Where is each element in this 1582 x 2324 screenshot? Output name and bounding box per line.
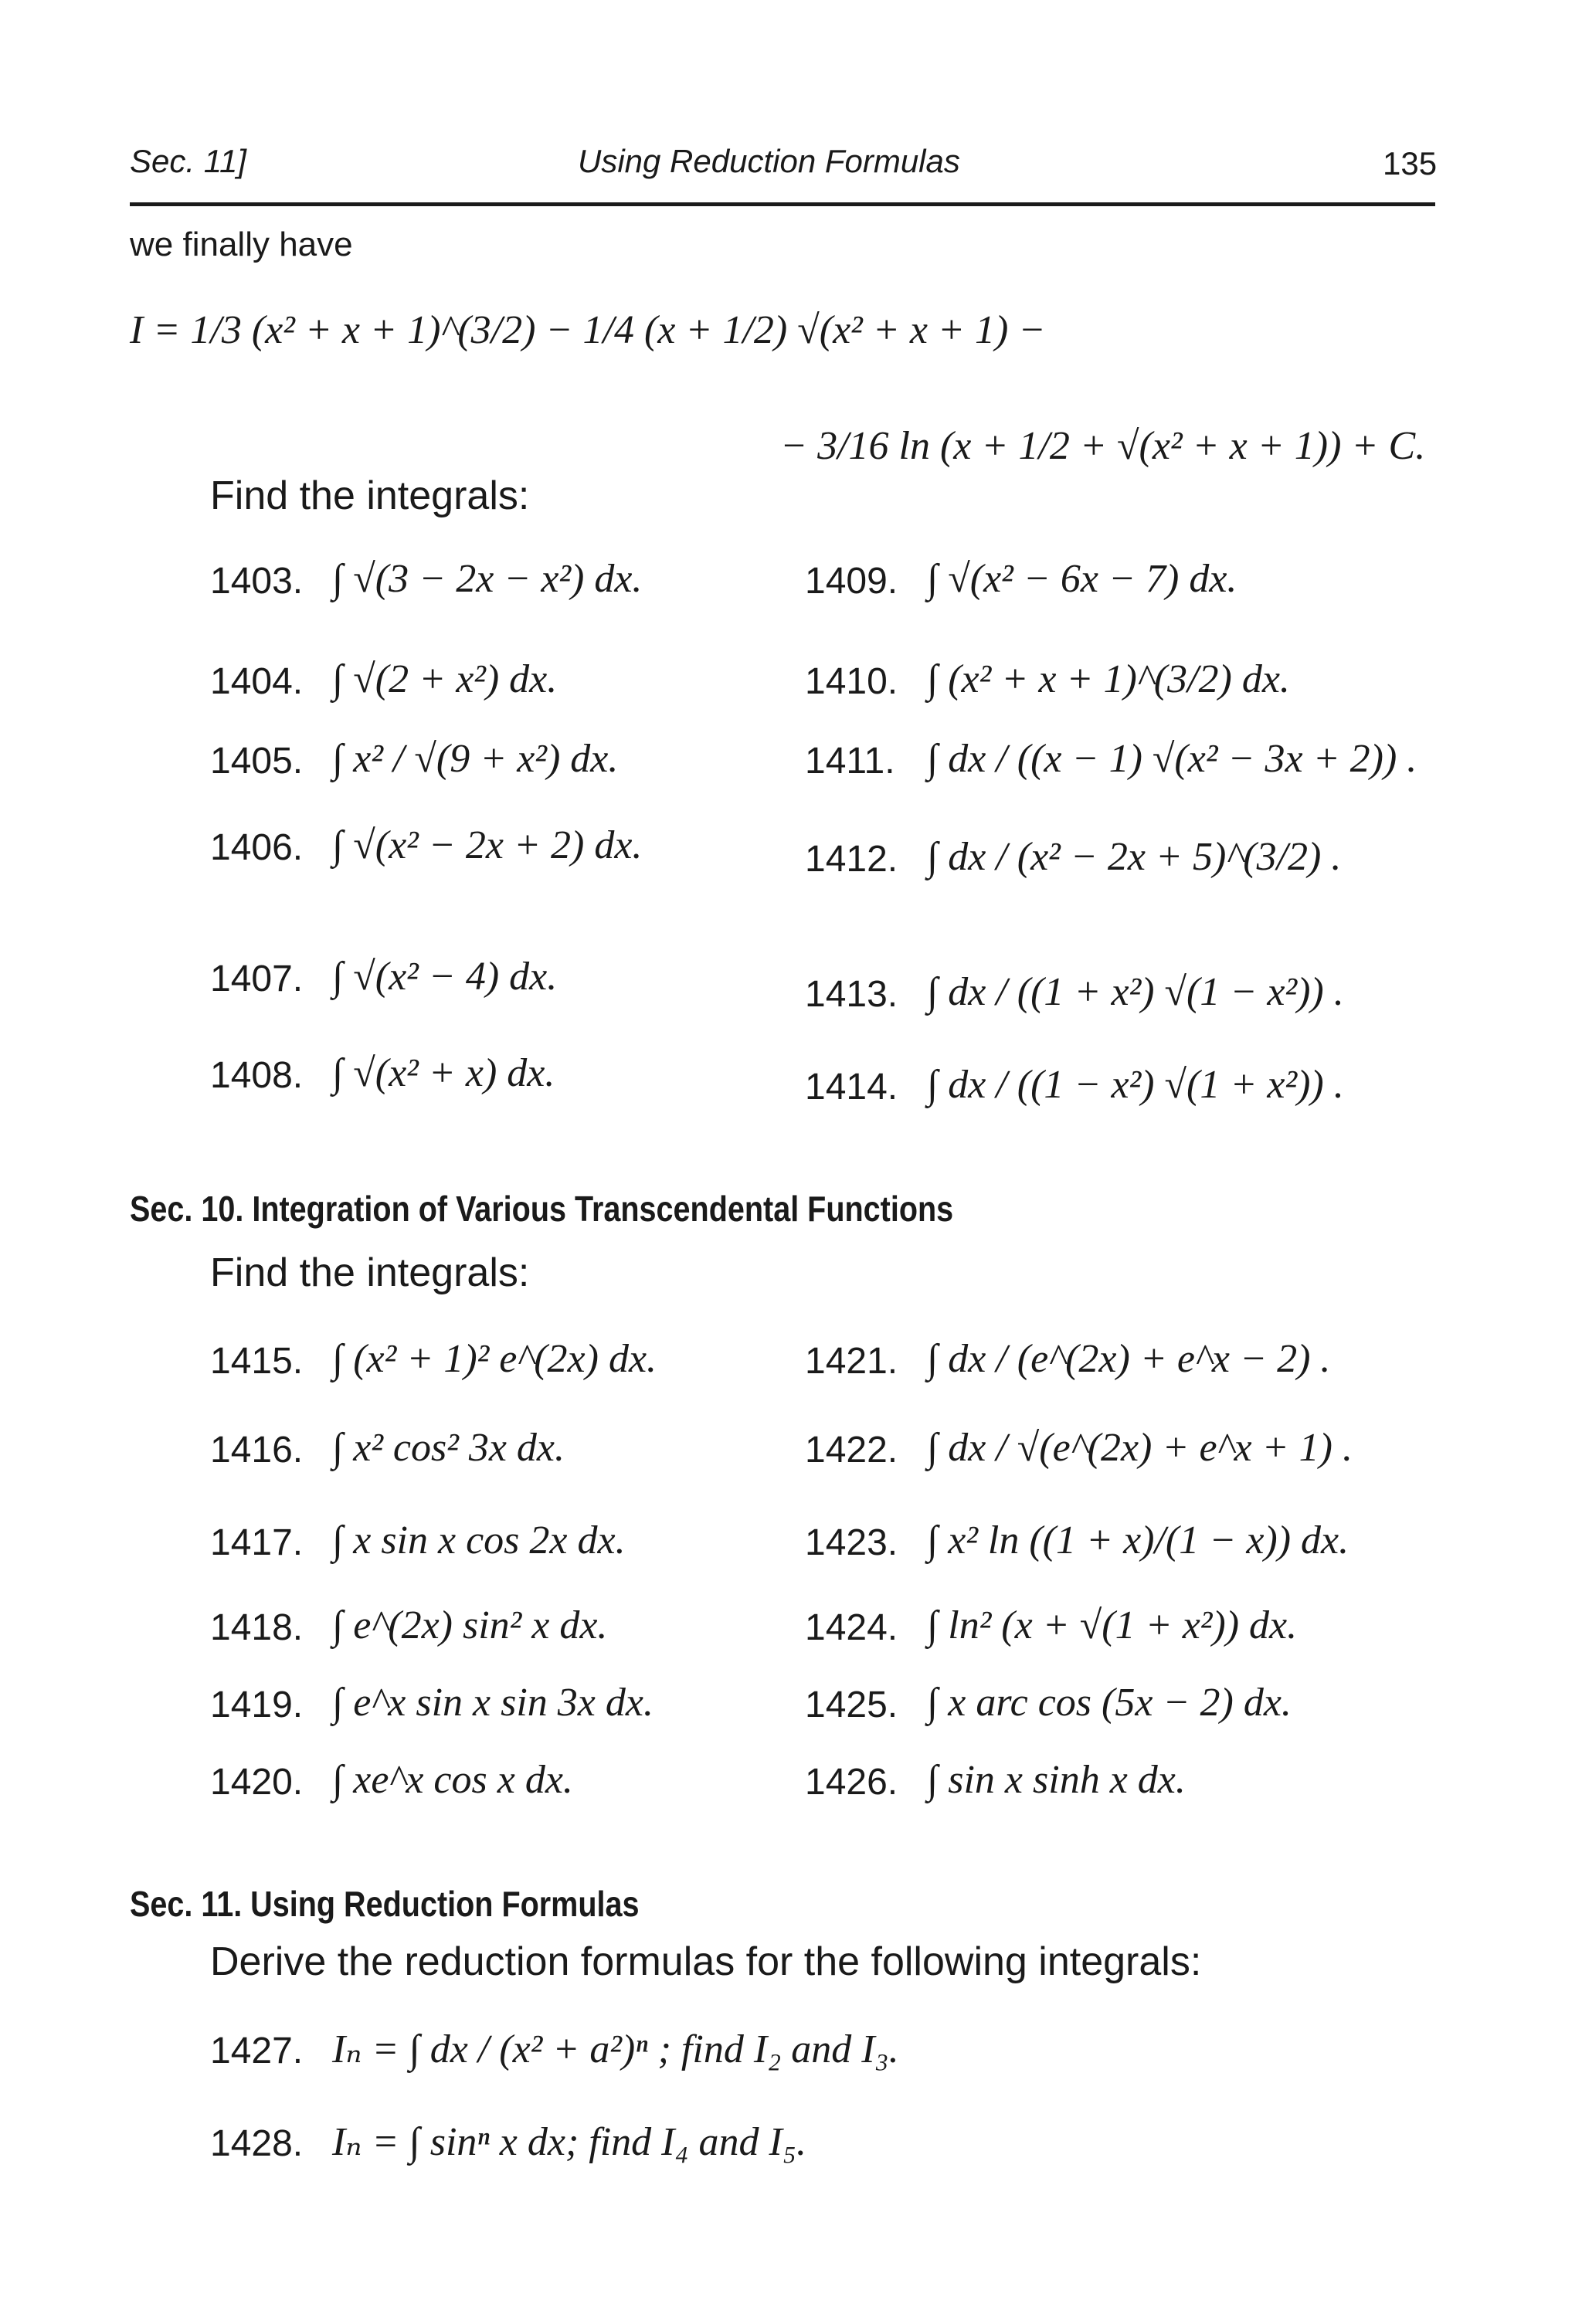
problem-expression: ∫ √(x² − 2x + 2) dx. xyxy=(332,823,643,867)
problem-expression: ∫ dx / ((x − 1) √(x² − 3x + 2)) . xyxy=(927,737,1417,781)
header-section: Sec. 11] xyxy=(130,143,246,179)
problem-number: 1404. xyxy=(210,661,304,702)
problem-expression: ∫ dx / (x² − 2x + 5)^(3/2) . xyxy=(927,835,1342,879)
problem-number: 1422. xyxy=(805,1430,898,1471)
problem-expression: ∫ x² / √(9 + x²) dx. xyxy=(332,737,619,781)
problem-number: 1403. xyxy=(210,561,304,602)
problem-expression: ∫ x sin x cos 2x dx. xyxy=(332,1518,626,1562)
problem-number: 1415. xyxy=(210,1341,304,1382)
header-rule xyxy=(130,202,1435,206)
problem-expression: ∫ (x² + x + 1)^(3/2) dx. xyxy=(927,657,1290,701)
problem-number: 1418. xyxy=(210,1607,304,1648)
problem-number: 1424. xyxy=(805,1607,898,1648)
problem-expression: ∫ dx / (e^(2x) + e^x − 2) . xyxy=(927,1337,1331,1381)
problem-number: 1427. xyxy=(210,2031,304,2071)
problem-expression: ∫ dx / ((1 + x²) √(1 − x²)) . xyxy=(927,970,1344,1014)
problem-number: 1407. xyxy=(210,958,304,999)
problem-number: 1419. xyxy=(210,1684,304,1725)
problem-expression: ∫ dx / ((1 − x²) √(1 + x²)) . xyxy=(927,1063,1344,1107)
problem-number: 1426. xyxy=(805,1762,898,1803)
problem-expression: ∫ ln² (x + √(1 + x²)) dx. xyxy=(927,1603,1298,1647)
section-10-prompt: Find the integrals: xyxy=(210,1250,530,1295)
problem-expression: ∫ xe^x cos x dx. xyxy=(332,1758,573,1802)
problem-number: 1417. xyxy=(210,1522,304,1563)
section-11-heading: Sec. 11. Using Reduction Formulas xyxy=(130,1884,640,1924)
problem-number: 1412. xyxy=(805,839,898,880)
problem-number: 1421. xyxy=(805,1341,898,1382)
section-11-prompt: Derive the reduction formulas for the following integrals: xyxy=(210,1939,1202,1984)
problem-expression: ∫ x arc cos (5x − 2) dx. xyxy=(927,1681,1292,1725)
problem-number: 1411. xyxy=(805,741,895,782)
problem-number: 1416. xyxy=(210,1430,304,1471)
problem-number: 1406. xyxy=(210,827,304,868)
problem-expression: ∫ e^x sin x sin 3x dx. xyxy=(332,1681,654,1725)
header-title: Using Reduction Formulas xyxy=(578,143,960,179)
problem-number: 1425. xyxy=(805,1684,898,1725)
problem-number: 1410. xyxy=(805,661,898,702)
problem-expression: ∫ √(x² + x) dx. xyxy=(332,1051,555,1095)
problem-expression: ∫ x² ln ((1 + x)/(1 − x)) dx. xyxy=(927,1518,1349,1562)
block1-prompt: Find the integrals: xyxy=(210,473,530,518)
problem-number: 1409. xyxy=(805,561,898,602)
problem-expression: ∫ x² cos² 3x dx. xyxy=(332,1426,565,1470)
problem-number: 1413. xyxy=(805,974,898,1015)
intro-text: we finally have xyxy=(130,226,353,263)
problem-number: 1420. xyxy=(210,1762,304,1803)
problem-expression: ∫ √(3 − 2x − x²) dx. xyxy=(332,557,643,601)
intro-formula-line1: I = 1/3 (x² + x + 1)^(3/2) − 1/4 (x + 1/2) √(x² + x + 1) − xyxy=(130,308,1046,352)
problem-expression: ∫ √(x² − 4) dx. xyxy=(332,955,558,999)
problem-number: 1414. xyxy=(805,1067,898,1108)
problem-expression: Iₙ = ∫ sinⁿ x dx; find I₄ and I₅. xyxy=(332,2120,806,2164)
problem-expression: ∫ √(2 + x²) dx. xyxy=(332,657,558,701)
problem-number: 1428. xyxy=(210,2123,304,2164)
problem-number: 1405. xyxy=(210,741,304,782)
problem-expression: ∫ √(x² − 6x − 7) dx. xyxy=(927,557,1237,601)
problem-expression: ∫ sin x sinh x dx. xyxy=(927,1758,1186,1802)
problem-number: 1423. xyxy=(805,1522,898,1563)
intro-formula-line2: − 3/16 ln (x + 1/2 + √(x² + x + 1)) + C. xyxy=(780,424,1426,468)
section-10-heading: Sec. 10. Integration of Various Transcendental Functions xyxy=(130,1189,954,1229)
problem-expression: ∫ (x² + 1)² e^(2x) dx. xyxy=(332,1337,657,1381)
problem-expression: ∫ dx / √(e^(2x) + e^x + 1) . xyxy=(927,1426,1353,1470)
problem-number: 1408. xyxy=(210,1055,304,1096)
problem-expression: ∫ e^(2x) sin² x dx. xyxy=(332,1603,608,1647)
header-page-number: 135 xyxy=(1383,145,1438,182)
problem-expression: Iₙ = ∫ dx / (x² + a²)ⁿ ; find I₂ and I₃. xyxy=(332,2027,899,2071)
